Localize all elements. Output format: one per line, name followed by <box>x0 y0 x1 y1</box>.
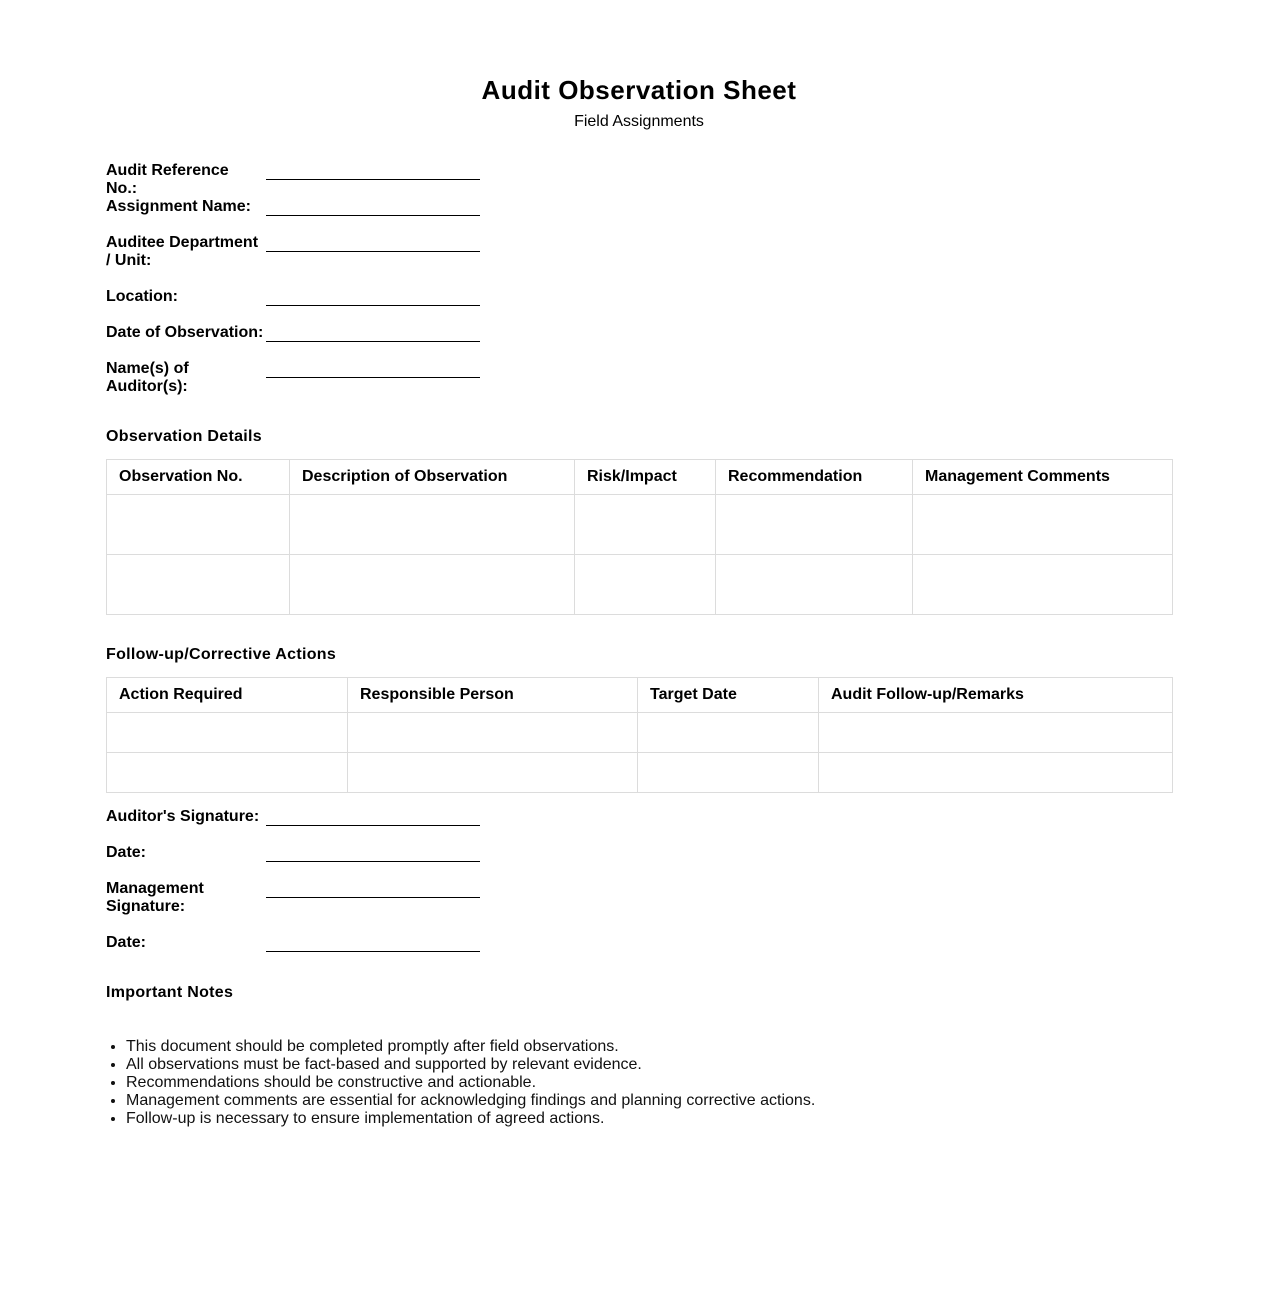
auditor-date-input[interactable] <box>266 861 480 862</box>
column-header: Recommendation <box>716 460 913 495</box>
assignment-name-input[interactable] <box>266 215 480 216</box>
auditor-signature-input[interactable] <box>266 825 480 826</box>
table-header-row <box>107 460 1173 495</box>
column-header: Responsible Person <box>348 678 638 713</box>
table-cell[interactable] <box>638 753 819 793</box>
field-auditor-date <box>106 844 506 884</box>
followup-heading: Follow-up/Corrective Actions <box>106 646 337 663</box>
field-management-date <box>106 934 506 974</box>
table-cell[interactable] <box>107 555 290 615</box>
table-cell[interactable] <box>107 495 290 555</box>
followup-table <box>106 677 1173 793</box>
list-item: • Management comments are essential for acknowledging findings and planning corrective actions. <box>126 1092 815 1110</box>
column-header: Observation No. <box>107 460 290 495</box>
table-cell[interactable] <box>819 713 1173 753</box>
location-input[interactable] <box>266 305 480 306</box>
list-item: • This document should be completed promptly after field observations. <box>126 1038 815 1056</box>
auditor-names-input[interactable] <box>266 377 480 378</box>
field-label: Audit Reference No.: <box>106 162 229 197</box>
table-cell[interactable] <box>107 713 348 753</box>
page-title: Audit Observation Sheet <box>481 75 797 105</box>
list-item: • Follow-up is necessary to ensure implementation of agreed actions. <box>126 1110 815 1128</box>
table-row <box>107 555 1173 615</box>
field-label: Location: <box>106 288 178 305</box>
field-management-signature <box>106 880 506 920</box>
field-date-of-observation <box>106 324 506 364</box>
field-label: Date of Observation: <box>106 324 264 341</box>
table-cell[interactable] <box>913 495 1173 555</box>
audit-reference-input[interactable] <box>266 179 480 180</box>
column-header: Description of Observation <box>290 460 575 495</box>
observation-details-heading: Observation Details <box>106 428 262 445</box>
table-cell[interactable] <box>575 495 716 555</box>
field-label: Auditor's Signature: <box>106 808 260 825</box>
field-label: Auditee Department / Unit: <box>106 234 259 269</box>
field-auditor-names <box>106 360 506 400</box>
table-cell[interactable] <box>716 495 913 555</box>
table-cell[interactable] <box>638 713 819 753</box>
column-header: Target Date <box>638 678 819 713</box>
management-signature-input[interactable] <box>266 897 480 898</box>
field-label: Management Signature: <box>106 880 204 915</box>
field-label: Assignment Name: <box>106 198 251 215</box>
field-label: Date: <box>106 844 147 861</box>
list-item: • Recommendations should be constructive and actionable. <box>126 1074 815 1092</box>
table-row <box>107 713 1173 753</box>
page-subtitle: Field Assignments <box>574 113 704 130</box>
notes-list <box>106 1038 815 1128</box>
table-header-row <box>107 678 1173 713</box>
field-auditee-department <box>106 234 506 274</box>
field-audit-reference <box>106 162 506 202</box>
important-notes-heading: Important Notes <box>106 984 234 1001</box>
table-cell[interactable] <box>348 753 638 793</box>
column-header: Risk/Impact <box>575 460 716 495</box>
field-location <box>106 288 506 328</box>
date-of-observation-input[interactable] <box>266 341 480 342</box>
column-header: Audit Follow-up/Remarks <box>819 678 1173 713</box>
field-assignment-name <box>106 198 506 238</box>
list-item: • All observations must be fact-based and supported by relevant evidence. <box>126 1056 815 1074</box>
table-cell[interactable] <box>819 753 1173 793</box>
field-label: Date: <box>106 934 147 951</box>
table-cell[interactable] <box>913 555 1173 615</box>
field-label: Name(s) of Auditor(s): <box>106 360 189 395</box>
observation-table <box>106 459 1173 615</box>
column-header: Action Required <box>107 678 348 713</box>
table-cell[interactable] <box>348 713 638 753</box>
column-header: Management Comments <box>913 460 1173 495</box>
management-date-input[interactable] <box>266 951 480 952</box>
auditee-department-input[interactable] <box>266 251 480 252</box>
table-cell[interactable] <box>716 555 913 615</box>
table-cell[interactable] <box>290 555 575 615</box>
table-row <box>107 753 1173 793</box>
table-cell[interactable] <box>107 753 348 793</box>
table-row <box>107 495 1173 555</box>
table-cell[interactable] <box>290 495 575 555</box>
table-cell[interactable] <box>575 555 716 615</box>
field-auditor-signature <box>106 808 506 848</box>
